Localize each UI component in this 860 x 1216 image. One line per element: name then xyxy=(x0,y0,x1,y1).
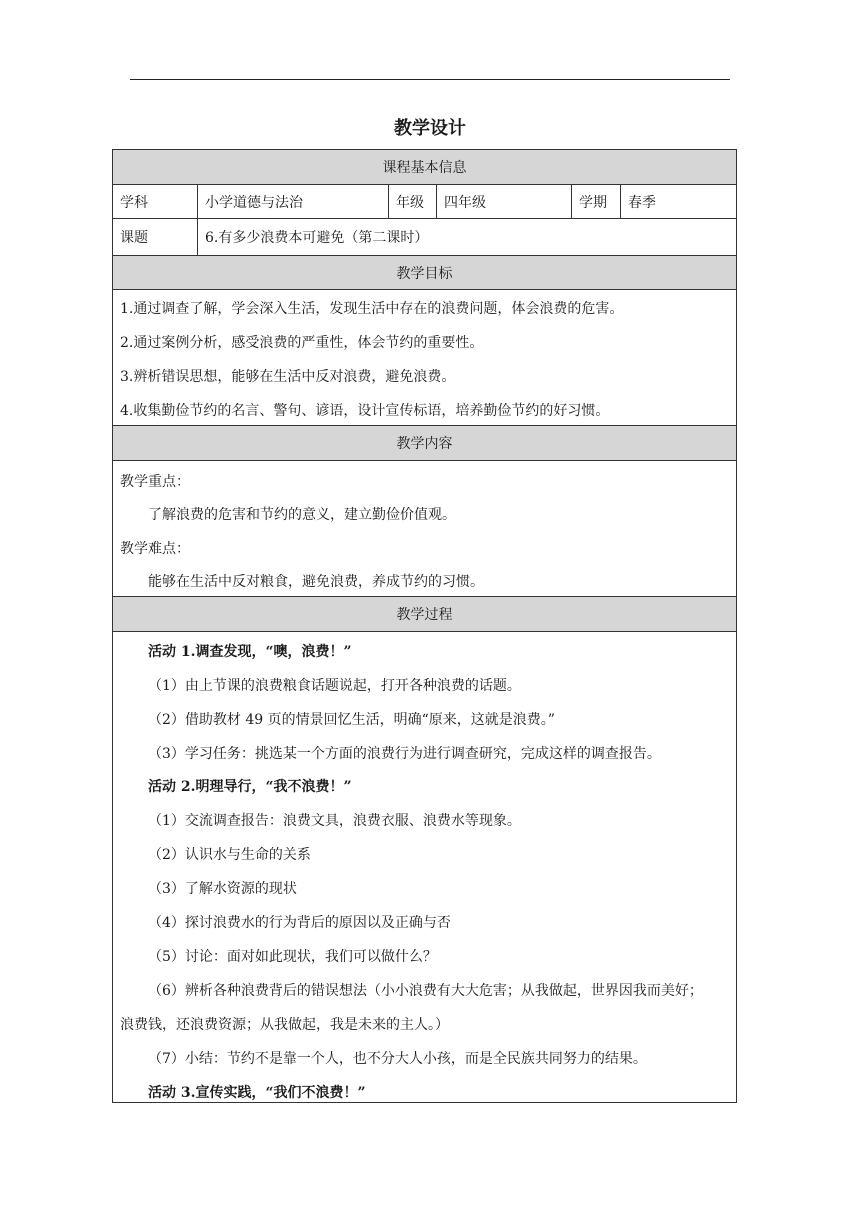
subject-value: 小学道德与法治 xyxy=(198,185,389,218)
basic-info-row xyxy=(113,185,736,219)
activity-2-item: （2）认识水与生命的关系 xyxy=(148,847,311,863)
activity-1-item: （3）学习任务：挑选某一个方面的浪费行为进行调查研究，完成这样的调查报告。 xyxy=(148,746,661,762)
activity-2-item-7: （7）小结：节约不是靠一个人，也不分大人小孩，而是全民族共同努力的结果。 xyxy=(148,1051,647,1067)
objective-item: 4.收集勤俭节约的名言、警句、谚语，设计宣传标语，培养勤俭节约的好习惯。 xyxy=(120,403,610,419)
process-header: 教学过程 xyxy=(113,597,736,632)
activity-2-item: （5）讨论：面对如此现状，我们可以做什么？ xyxy=(148,949,437,965)
lesson-plan-table xyxy=(112,149,737,1103)
activity-2-title: 活动 2.明理导行，“我不浪费！” xyxy=(148,779,352,795)
term-label: 学期 xyxy=(572,185,621,218)
activity-3-title: 活动 3.宣传实践，“我们不浪费！” xyxy=(148,1085,366,1101)
key-point-label: 教学重点： xyxy=(120,474,190,490)
header-rule xyxy=(130,79,730,80)
activity-1-item: （1）由上节课的浪费粮食话题说起，打开各种浪费的话题。 xyxy=(148,678,521,694)
activity-1-item: （2）借助教材 49 页的情景回忆生活，明确“原来，这就是浪费。” xyxy=(148,712,555,728)
objectives-body xyxy=(113,290,736,426)
grade-value: 四年级 xyxy=(437,185,572,218)
content-body xyxy=(113,461,736,597)
document-title: 教学设计 xyxy=(394,118,466,139)
topic-label: 课题 xyxy=(113,219,198,255)
activity-2-item: （4）探讨浪费水的行为背后的原因以及正确与否 xyxy=(148,915,451,931)
objective-item: 1.通过调查了解，学会深入生活，发现生活中存在的浪费问题，体会浪费的危害。 xyxy=(120,301,624,317)
objective-item: 2.通过案例分析，感受浪费的严重性，体会节约的重要性。 xyxy=(120,335,484,351)
activity-2-item-6-line-2: 浪费钱，还浪费资源；从我做起，我是未来的主人。） xyxy=(120,1017,449,1033)
objective-item: 3.辨析错误思想，能够在生活中反对浪费，避免浪费。 xyxy=(120,369,456,385)
content-header: 教学内容 xyxy=(113,426,736,461)
activity-1-title: 活动 1.调查发现，“噢，浪费！” xyxy=(148,644,352,660)
activity-2-item: （1）交流调查报告：浪费文具，浪费衣服、浪费水等现象。 xyxy=(148,813,521,829)
key-point-text: 了解浪费的危害和节约的意义，建立勤俭价值观。 xyxy=(148,507,456,523)
process-body xyxy=(113,632,736,1102)
activity-2-item-6-line-1: （6）辨析各种浪费背后的错误想法（小小浪费有大大危害；从我做起，世界因我而美好； xyxy=(148,983,703,999)
grade-label: 年级 xyxy=(389,185,437,218)
difficult-point-text: 能够在生活中反对粮食，避免浪费，养成节约的习惯。 xyxy=(148,574,484,590)
activity-2-item: （3）了解水资源的现状 xyxy=(148,881,297,897)
term-value: 春季 xyxy=(628,194,656,211)
topic-row xyxy=(113,219,736,256)
basic-info-header: 课程基本信息 xyxy=(113,150,736,185)
subject-label: 学科 xyxy=(113,185,198,218)
objectives-header: 教学目标 xyxy=(113,256,736,290)
difficult-point-label: 教学难点： xyxy=(120,541,190,557)
topic-value: 6.有多少浪费本可避免（第二课时） xyxy=(205,230,429,246)
